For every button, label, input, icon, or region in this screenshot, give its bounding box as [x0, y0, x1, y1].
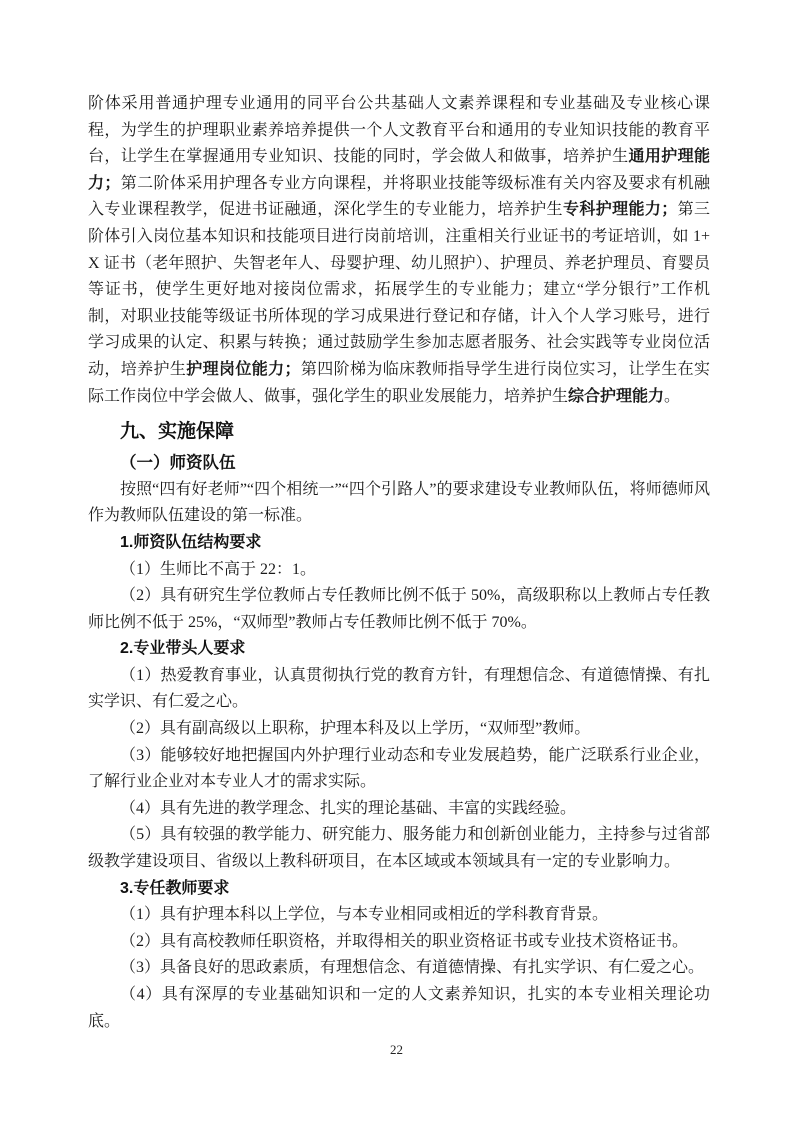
list-item: （1）具有护理本科以上学位，与本专业相同或相近的学科教育背景。 — [120, 906, 609, 924]
page-content — [88, 91, 710, 1035]
list-item: （2）具有研究生学位教师占专任教师比例不低于 50%，高级职称以上教师占专任教师比例不低于 25%，“双师型”教师占专任教师比例不低于 70%。 — [88, 587, 710, 631]
sub-heading-2: 2.专业带头人要求 — [120, 640, 246, 658]
list-item: （1）生师比不高于 22：1。 — [120, 560, 317, 578]
list-item: （3）能够较好地把握国内外护理行业动态和专业发展趋势，能广泛联系行业企业，了解行业企业对本专业人才的需求实际。 — [88, 746, 710, 791]
subsection-heading-9-1: （一）师资队伍 — [120, 454, 236, 473]
list-item: （5）具有较强的教学能力、研究能力、服务能力和创新创业能力，主持参与过省部级教学建设项目、省级以上教科研项目，在本区域或本领域具有一定的专业影响力。 — [88, 826, 710, 871]
list-item: （2）具有高校教师任职资格，并取得相关的职业资格证书或专业技术资格证书。 — [120, 932, 689, 950]
section-heading-9: 九、实施保障 — [120, 421, 235, 443]
sub-heading-1: 1.师资队伍结构要求 — [120, 533, 262, 551]
list-item: （3）具备良好的思政素质，有理想信念、有道德情操、有扎实学识、有仁爱之心。 — [120, 959, 705, 977]
list-item: （4）具有深厚的专业基础知识和一定的人文素养知识，扎实的本专业相关理论功底。 — [88, 986, 710, 1030]
sub-heading-3: 3.专任教师要求 — [120, 879, 230, 897]
intro-paragraph: 按照“四有好老师”“四个相统一”“四个引路人”的要求建设专业教师队伍，将师德师风作为教师队伍建设的第一标准。 — [88, 480, 710, 525]
continuation-paragraph: 阶体采用普通护理专业通用的同平台公共基础人文素养课程和专业基础及专业核心课程，为学生的护理职业素养培养提供一个人文教育平台和通用的专业知识技能的教育平台，让学生在掌握通用专业知识、技能的同时，学会做人和做事，培养护生通用护理能力；第二阶体采用护理各专业方向课程，并将职业技能等级标准有关内容及要求有机融入专业课程教学，促进书证融通，深化学生的专业能力，培养护生专科护理能力；第三阶体引入岗位基本知识和技能项目进行岗前培训，注重相关行业证书的考证培训，如 1+X 证书（老年照护、失智老年人、母婴护理、幼儿照护）、护理员、养老护理员、育婴员等证书，使学生更好地对接岗位需求，拓展学生的专业能力；建立“学分银行”工作机制，对职业技能等级证书所体现的学习成果进行登记和存储，计入个人学习账号，进行学习成果的认定、积累与转换；通过鼓励学生参加志愿者服务、社会实践等专业岗位活动，培养护生护理岗位能力；第四阶梯为临床教师指导学生进行岗位实习，让学生在实际工作岗位中学会做人、做事，强化学生的职业发展能力，培养护生综合护理能力。 — [88, 95, 710, 405]
page-number: 22 — [390, 1042, 403, 1057]
list-item: （4）具有先进的教学理念、扎实的理论基础、丰富的实践经验。 — [120, 799, 577, 817]
list-item: （1）热爱教育事业，认真贯彻执行党的教育方针，有理想信念、有道德情操、有扎实学识、有仁爱之心。 — [88, 666, 710, 711]
list-item: （2）具有副高级以上职称，护理本科及以上学历，“双师型”教师。 — [120, 720, 591, 738]
